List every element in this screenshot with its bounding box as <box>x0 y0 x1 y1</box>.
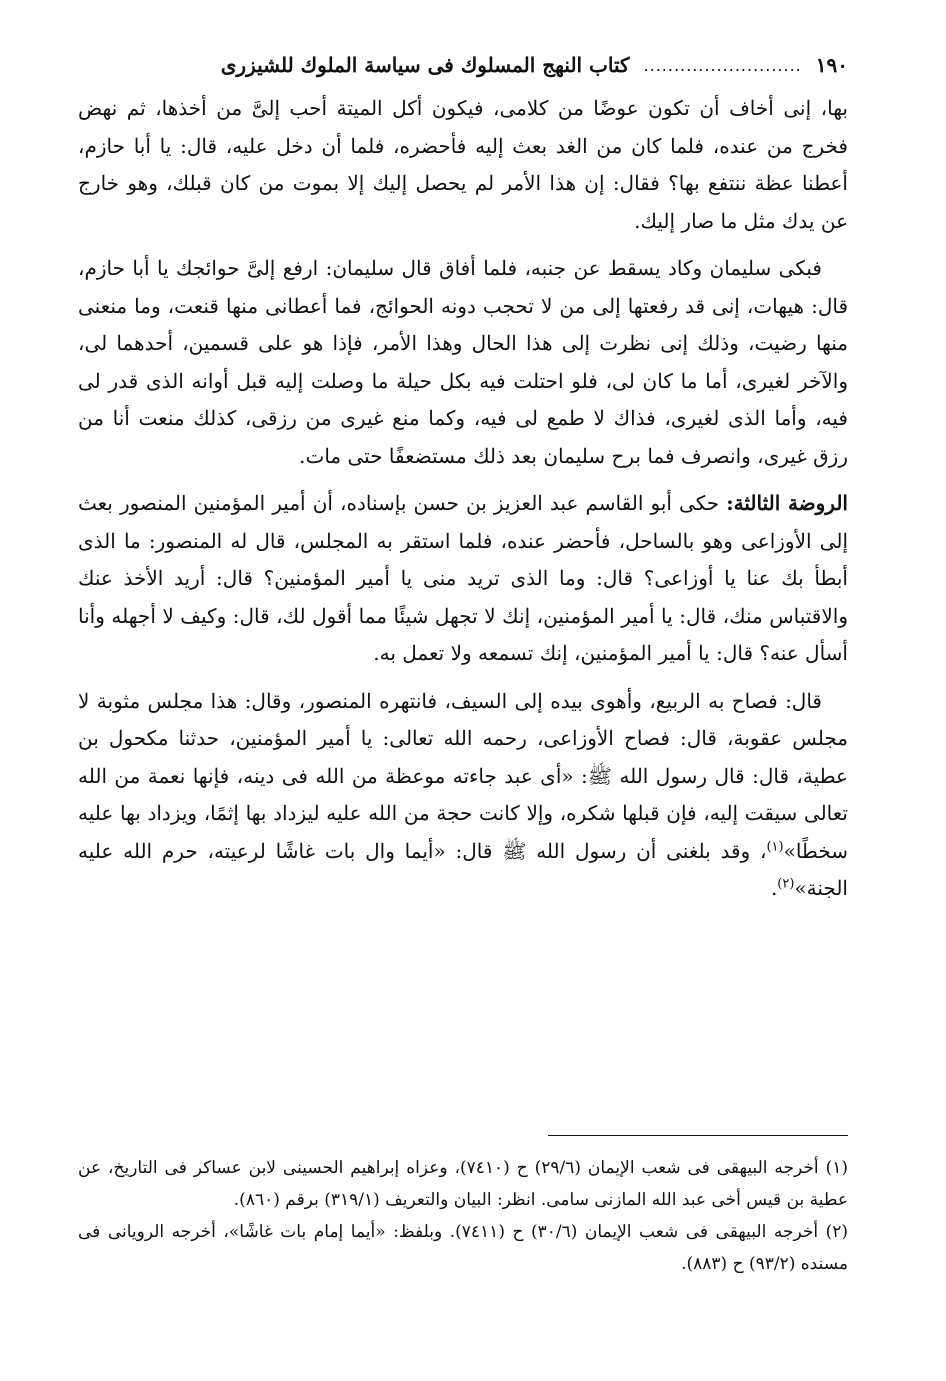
paragraph-text: حكى أبو القاسم عبد العزيز بن حسن بإسناده، أن أمير المؤمنين المنصور بعث إلى الأوزاعى وهو بالساحل، فأحضر عنده، فلما استقر به المجلس، قال له المنصور: ما الذى أبطأ بك عنا يا أوزاعى؟ قال: وما الذى تريد منى يا أمير المؤمنين؟ قال: أريد الأخذ عنك والاقتباس منك، قال: يا أمير المؤمنين، إنك لا تجهل شيئًا مما أقول لك، قال: وكيف لا أجهله وأنا أسأل عنه؟ قال: يا أمير المؤمنين، إنك تسمعه ولا تعمل به. <box>78 491 848 665</box>
footnote-1: (١) أخرجه البيهقى فى شعب الإيمان (٢٩/٦) ح (٧٤١٠)، وعزاه إبراهيم الحسينى لابن عساكر فى التاريخ، عن عطية بن قيس أخى عبد الله المازنى سامى. انظر: البيان والتعريف (٣١٩/١) برقم (٨٦٠). <box>78 1158 848 1210</box>
paragraph-text: فبكى سليمان وكاد يسقط عن جنبه، فلما أفاق قال سليمان: ارفع إلىَّ حوائجك يا أبا حازم، قال: هيهات، إنى قد رفعتها إلى من لا تحجب دونه الحوائج، فما أعطانى منها قنعت، وما منعنى منها رضيت، وذلك إنى نظرت إلى هذا الحال وهذا الأمر، فإذا هو على قسمين، أحدهما لى، والآخر لغيرى، أما ما كان لى، فلو احتلت فيه بكل حيلة ما وصلت إليه قبل أوانه الذى قدر لى فيه، وأما الذى لغيرى، فذاك لا طمع لى فيه، وكما منع غيرى من رزقى، كذلك منعت أنا من رزق غيرى، وانصرف فما برح سليمان بعد ذلك مستضعفًا حتى مات. <box>78 256 848 468</box>
paragraph-text: بها، إنى أخاف أن تكون عوضًا من كلامى، فيكون أكل الميتة أحب إلىَّ من أخذها، ثم نهض فخرج من عنده، فلما كان من الغد بعث إليه فأحضره، فلما أن دخل عليه، قال: يا أبا حازم، أعطنا عظة ننتفع بها؟ فقال: إن هذا الأمر لم يحصل إليك إلا بموت من كان قبلك، وهو خارج عن يدك مثل ما صار إليك. <box>78 96 848 233</box>
main-text <box>78 90 848 918</box>
footnote-ref-1[interactable]: (١) <box>766 838 784 854</box>
footnote-2: (٢) أخرجه البيهقى فى شعب الإيمان (٣٠/٦) ح (٧٤١١). وبلفظ: «أيما إمام بات غاشًا»، أخرجه الرويانى فى مسنده (٩٣/٢) ح (٨٨٣). <box>78 1222 848 1274</box>
footnotes <box>78 1152 848 1280</box>
paragraph-text: قال: فصاح به الربيع، وأهوى بيده إلى السيف، فانتهره المنصور، وقال: هذا مجلس مثوبة لا مجلس عقوبة، قال: فصاح الأوزاعى، رحمه الله تعالى: يا أمير المؤمنين، حدثنا مكحول بن عطية، قال: قال رسول الله ﷺ: «أى عبد جاءته موعظة من الله فى دينه، فإنها نعمة من الله تعالى سيقت إليه، فإن قبلها شكره، وإلا كانت حجة من الله عليه ليزداد بها إثمًا، ويزداد بها عليه سخطًا» <box>78 688 848 863</box>
paragraph <box>78 683 848 908</box>
book-title: كتاب النهج المسلوك فى سياسة الملوك للشيزرى <box>220 53 630 77</box>
page-number: ١٩٠ <box>815 53 848 77</box>
paragraph <box>78 90 848 240</box>
footnote-ref-2[interactable]: (٢) <box>777 876 795 892</box>
paragraph-text: . <box>770 876 778 900</box>
footnote-separator <box>548 1135 848 1136</box>
book-page <box>78 40 848 1360</box>
running-header <box>78 48 848 82</box>
paragraph-text: ، وقد بلغنى أن رسول الله ﷺ قال: «أيما وال بات غاشًا لرعيته، حرم الله عليه الجنة» <box>78 838 848 900</box>
leader-dots: .......................... <box>643 55 802 75</box>
paragraph <box>78 485 848 673</box>
paragraph <box>78 250 848 475</box>
section-heading: الروضة الثالثة: <box>726 491 848 515</box>
